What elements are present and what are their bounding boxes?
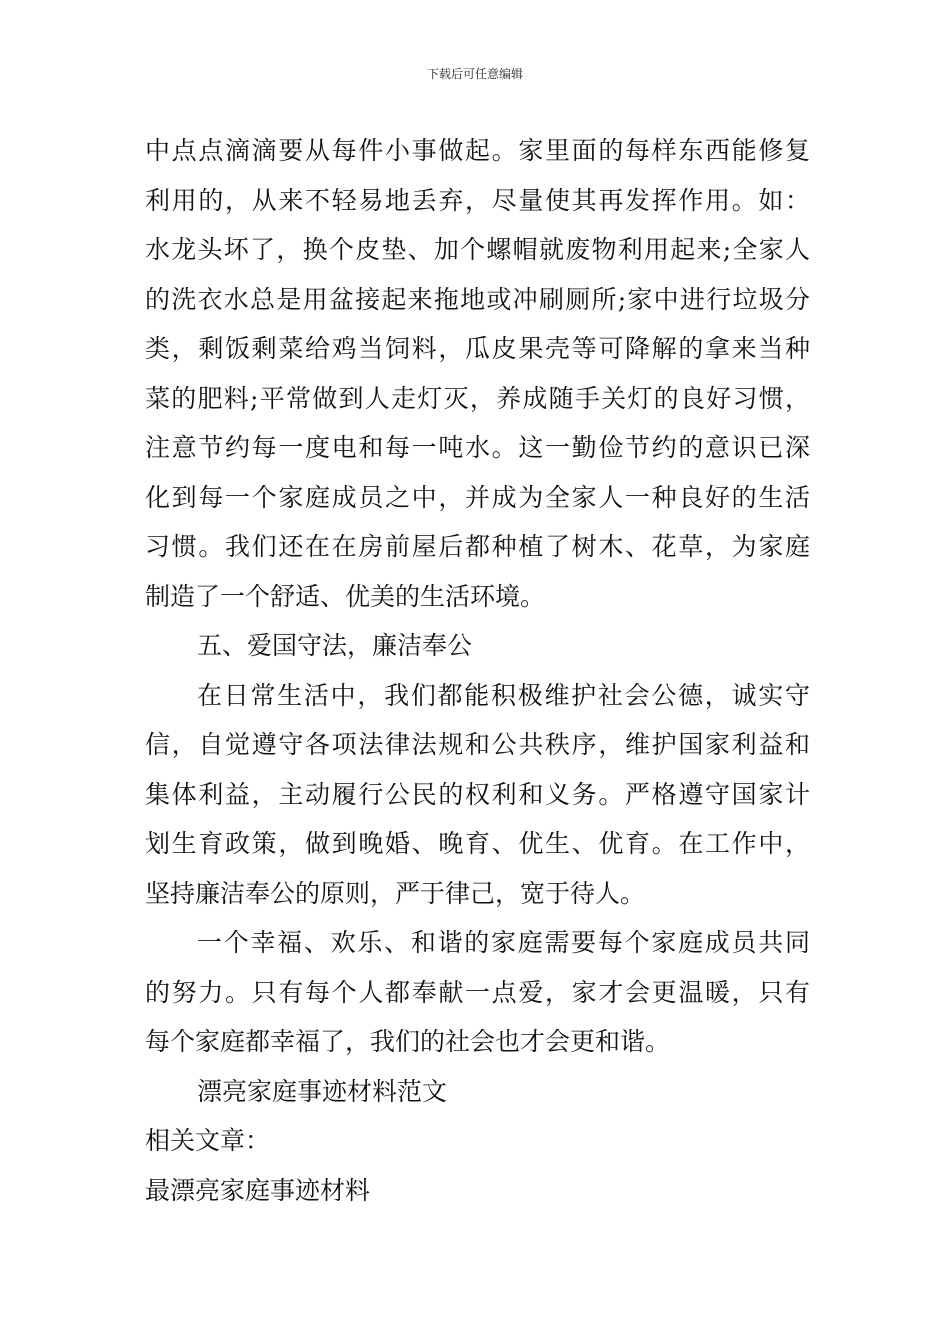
paragraph-line: 制造了一个舒适、优美的生活环境。 (145, 581, 546, 611)
paragraph-line: 的努力。只有每个人都奉献一点爱，家才会更温暖，只有 (145, 977, 810, 1007)
paragraph-line: 集体利益，主动履行公民的权利和义务。严格遵守国家计 (145, 779, 810, 809)
paragraph-line: 菜的肥料;平常做到人走灯灭，养成随手关灯的良好习惯， (145, 383, 810, 413)
related-article-link[interactable]: 最漂亮家庭事迹材料 (145, 1175, 371, 1205)
paragraph-line: 类，剩饭剩菜给鸡当饲料，瓜皮果壳等可降解的拿来当种 (145, 334, 810, 363)
paragraph-line: 信，自觉遵守各项法律法规和公共秩序，维护国家利益和 (145, 730, 810, 759)
paragraph-line: 水龙头坏了，换个皮垫、加个螺帽就废物利用起来;全家人 (145, 235, 810, 264)
paragraph-line: 划生育政策，做到晚婚、晚育、优生、优育。在工作中， (145, 829, 810, 858)
section-heading: 五、爱国守法，廉洁奉公 (197, 631, 473, 660)
page-header: 下载后可任意编辑 (426, 67, 523, 81)
paragraph-line: 化到每一个家庭成员之中，并成为全家人一种良好的生活 (145, 482, 810, 512)
paragraph-line: 的洗衣水总是用盆接起来拖地或冲刷厕所;家中进行垃圾分 (145, 284, 810, 314)
paragraph-line: 坚持廉洁奉公的原则，严于律己，宽于待人。 (145, 878, 646, 908)
paragraph-line: 中点点滴滴要从每件小事做起。家里面的每样东西能修复 (145, 136, 810, 165)
paragraph-line: 在日常生活中，我们都能积极维护社会公德，诚实守 (197, 680, 810, 710)
document-body (145, 126, 810, 1215)
paragraph-line: 一个幸福、欢乐、和谐的家庭需要每个家庭成员共同 (197, 928, 810, 957)
paragraph-line: 每个家庭都幸福了，我们的社会也才会更和谐。 (145, 1027, 671, 1056)
paragraph-line: 利用的，从来不轻易地丢弃，尽量使其再发挥作用。如： (145, 185, 810, 215)
paragraph-line: 注意节约每一度电和每一吨水。这一勤俭节约的意识已深 (145, 433, 810, 462)
paragraph-line: 习惯。我们还在在房前屋后都种植了树木、花草，为家庭 (145, 532, 810, 561)
document-title-line: 漂亮家庭事迹材料范文 (197, 1076, 448, 1106)
related-articles-label: 相关文章： (145, 1126, 271, 1155)
